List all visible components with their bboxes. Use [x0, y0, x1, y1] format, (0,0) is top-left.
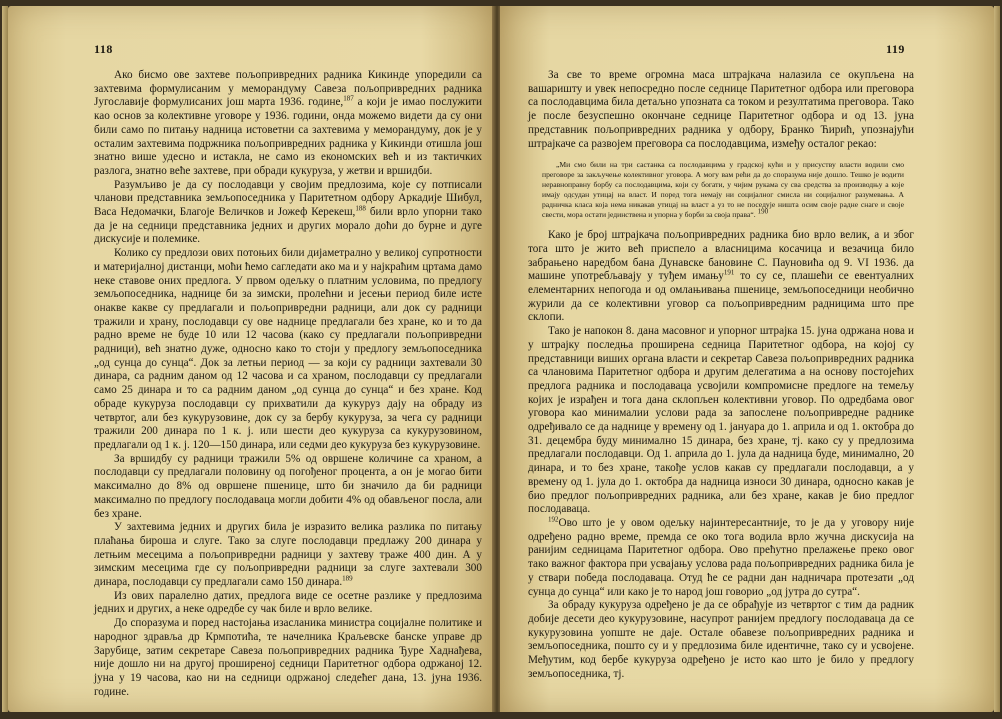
left-page-body: [94, 69, 482, 699]
block-quote: „Ми смо били на три састанка са послодавцима у градској кући и у присуству власти водили смо преговоре за закључење колективног уговора. А могу вам рећи да до споразума није дошло. Тешко је водити неравноправну борбу са послодавцима, који су богати, у чијим рукама су сва средства за производњу а које имају одсудан утицај на власт. И поред тога немају ни социјалног смисла ни социјалног разумевања. А радничка класа која нема никакав утицај на власт а уз то не поседује ништа осим своје радне снаге и своје свести, мора остати јединствена и упорна у борби за своја права“. 190: [542, 160, 904, 220]
paragraph: За вршидбу су радници тражили 5% од овршене количине са храном, а послодавци су предлагали половину од погођеног процента, а он је могао бити максимално до 8% од овршене пшенице, што би значило да би радници максимално по предлогу послодаваца могли добити 4% од обављеног посла, али без хране.: [94, 452, 482, 520]
paragraph: За обраду кукуруза одређено је да се обрађује из четвртог с тим да радник добије десети део кукурузовине, насупрот ранијем предлогу послодаваца да се кукурузовина уопште не даје. Остале обавезе пољопривредних радника и земљопоседника, пошто су и у предлозима биле идентичне, тако су и усвојене. Међутим, код бербе кукуруза одређено је исто као што је било у предлогу земљопоседника, тј.: [528, 599, 914, 680]
paragraph: До споразума и поред настојања изасланика министра социјалне политике и народног здравља др Крмпотића, те начелника Краљевске банске управе др Зарубице, затим секретаре Савеза пољопривредних радника Ђуре Хаднађева, није дошло ни на другој проширеној седници Паритетног одбора одржаној 12. јуна у 19 часова, као ни на седници одржаној следећег дана, 13. јуна 1936. године.: [94, 617, 482, 698]
paragraph: Из ових паралелно датих, предлога виде се осетне разлике у предлозима једних и других, а неке одредбе су чак биле и врло велике.: [94, 589, 482, 616]
paragraph: Тако је напокон 8. дана масовног и упорног штрајка 15. јуна одржана нова и у штрајку последња проширена седница Паритетног одбора, на којој су представници виших органа власти и секретар Савеза пољопривредних радника са члановима Паритетног одбора и другим делегатима а на основу постојећих предлога радника и послодаваца усвојили компромисне предлоге на темељу којих је израђен и тога дана склопљен колективни уговор. По одредбама овог уговора као минималии услови рада за запослене пољопривредне раднике одређивало се да наднице у времену од 1. јануара до 1. априла и од 1. октобра до 31. децембра буду минимално 15 динара, без хране, тј. како су у предлозима предлагали послодавци. Од 1. априла до 1. јула да надница буде, минимално, 20 динара, и то без хране, такође услов какав су предлагали послодавци, а у времену од 1. јула до 1. октобра да надница износи 30 динара, односно какав је био предлог пољопривредних радника, али без хране, какав је био предлог послодаваца.: [528, 325, 914, 516]
right-page: [500, 6, 994, 712]
footnote-marker: 188: [355, 204, 366, 213]
page-number-left: 118: [94, 42, 113, 56]
left-page: [8, 6, 494, 712]
page-edge: [2, 6, 8, 712]
paragraph: $^{192}$Ово што је у овом одељку најинтересантније, то је да у уговору није одређено радно време, премда се око тога водила врло жучна дискусија на ранијим седницама Паритетног одбора. Ово прећутно прелажење преко овог тако важног фактора при усвајању услова рада пољопривредних радника била је у ствари победа послодаваца. Отуд ће се радни дан надничара протезати „од сунца до сунца“ или како је то народ још говорио „од јутра до сутра“.: [528, 515, 914, 598]
paragraph: Како је број штрајкача пољопривредних радника био врло велик, а и због тога што је жито већ приспело а власницима косачица и везачица било забрањено наредбом бана Дунавске бановине С. Пауновића од 9. VI 1936. да машине употребљавају у туђем имању$^{191}$ то су се, плашећи се евентуалних елементарних непогода и од омлањивања пшенице, земљопоседници необично журили да се колективни уговор са пољопривредним радницима што пре склопи.: [528, 229, 915, 324]
paragraph: Колико су предлози ових потоњих били дијаметрално у великој супротности и материјалној дистанци, моћи ћемо сагледати ако ма и у најкраћим цртама дамо неке ставове оних предлога. У првом одељку о платним условима, по предлогу земљопоседника, наднице би за зимски, пролећни и јесењи период биле исте онакве какве су предлагали и пољопривредни радници, али док су радници тражили и храну, послодавци су ове наднице предлагали без хране, ко и то да радно време не буде 10 или 12 часова (како су предлагали пољопривредни радници), већ знатно дуже, односно како то стоји у предлогу земљопоседника „од сунца до сунца“. Док за летњи период — за који су радници захтевали 30 динара, са радним даном од 12 часова и са храном, послодавци су предлагали само 25 динара и то са радним даном „од сунца до сунца“ и без хране. Код обраде кукуруза послодавци су прихватили да кукуруз дају на обраду из четвртог, али без кукурузовине, док су за бербу кукуруза, за чега су радници тражили 200 динара по 1 к. ј. или шести део кукуруза са кукурузовином, предлагали од 1 к. ј. 120—150 динара, или седми део кукуруза без кукурузовине.: [94, 247, 482, 451]
footnote-marker: 190: [757, 207, 769, 216]
footnote-marker: 192: [548, 515, 559, 524]
paragraph: У захтевима једних и других била је изразито велика разлика по питању плаћања бироша и слуге. Тако за слуге послодавци предлажу 200 динара у летњим месецима а пољопривредни радници у захтеву траже 400 дин. А у зимским месецима где су пољопривредни радници за слуге захтевали 300 динара, послодавци су предлагали само 150 динара.$^{189}$: [94, 521, 482, 589]
footnote-marker: 191: [723, 268, 735, 277]
paragraph: Разумљиво је да су послодавци у својим предлозима, које су потписали чланови представника земљопоседника у Паритетном одбору Аркадије Шибул, Васа Недомачки, Благоје Величков и Јожеф Керекеш,$^{188}$ били врло упорни тако да је на седници представника једних и других морало доћи до бурне и дуге дискусије и полемике.: [94, 178, 482, 246]
footnote-marker: 189: [342, 574, 353, 583]
paragraph: Ако бисмо ове захтеве пољопривредних радника Кикинде упоредили са захтевима формулисаним у меморандуму Савеза пољопривредних радника Југославије формулисаних још марта 1936. године,$^{187}$ а који је имао послужити као основ за колективне уговоре у 1936. години, онда можемо видети да су они били само по питању надница истоветни са захтевима у меморандуму, док је у осталим захтевима подржника пољопривредних радника у Кикинди отишла још знатно више удесно и истакла, не само из економских већ и из тактичких разлога, знатно веће захтеве, при обради кукуруза, у жетви и вршидби.: [94, 69, 483, 177]
page-edge: [994, 6, 1000, 712]
footnote-marker: 187: [343, 94, 354, 103]
right-page-body: [528, 69, 914, 681]
page-number-right: 119: [886, 42, 905, 56]
paragraph: За све то време огромна маса штрајкача налазила се окупљена на вашаришту и увек непосредно после седнице Паритетног одбора или преговора са послодавцима била детаљно упозната са током и резултатима преговора. Тако је после безуспешно окончане седнице Паритетног одбора и од 13. јуна представник пољопривредних радника у одбору, Бранко Ћирић, упознајући штрајкаче са развојем преговора са послодавцима, између осталог рекао:: [528, 69, 914, 150]
